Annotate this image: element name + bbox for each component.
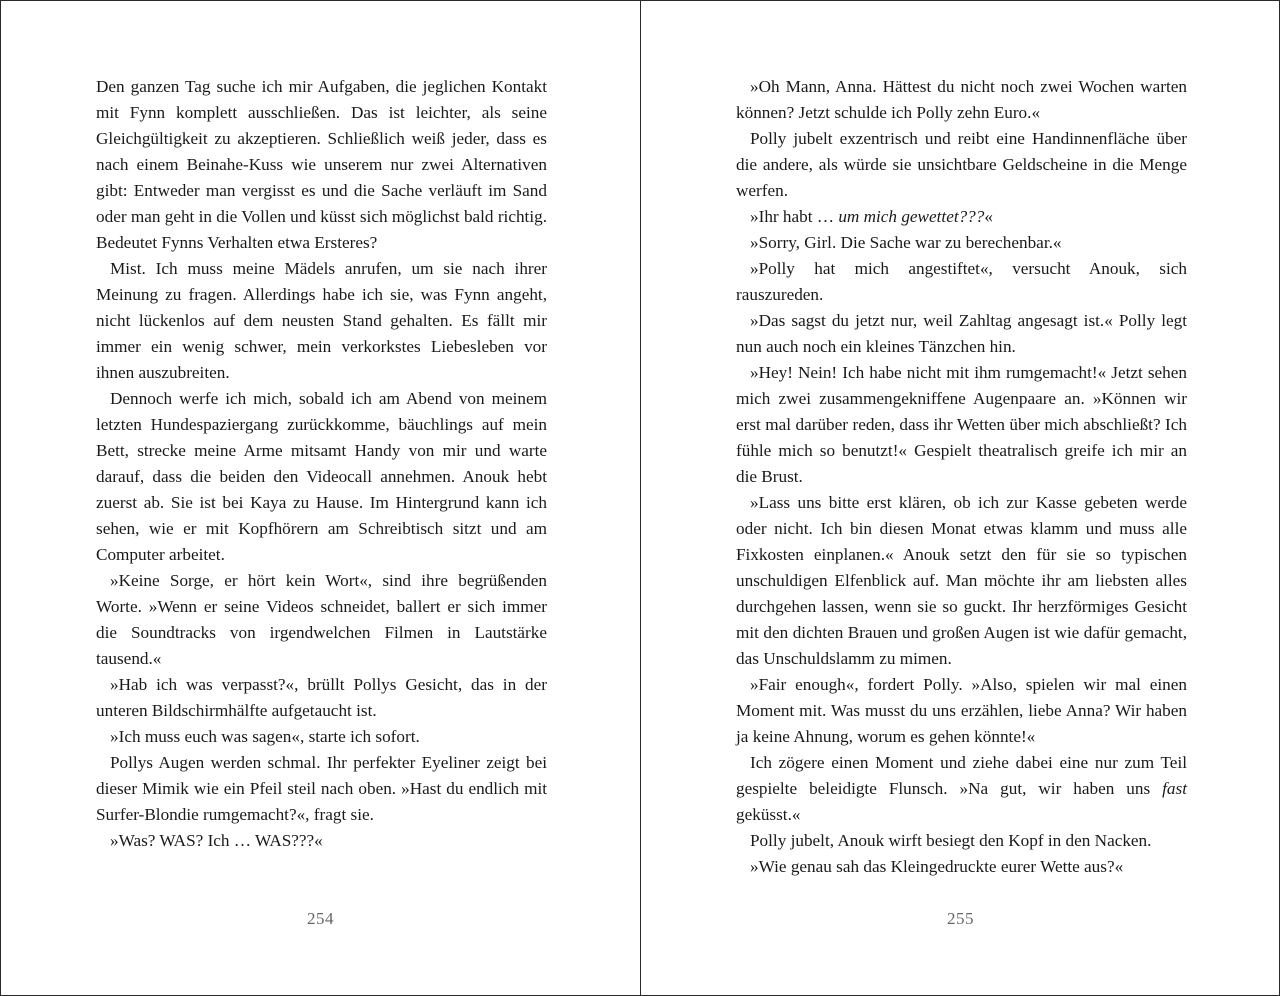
page-number-right: 255	[947, 909, 974, 928]
paragraph: Polly jubelt, Anouk wirft besiegt den Kopf in den Nacken.	[750, 831, 1152, 850]
text-run: geküsst.«	[736, 805, 801, 824]
paragraph: »Ich muss euch was sagen«, starte ich sofort.	[110, 727, 420, 746]
paragraph: »Lass uns bitte erst klären, ob ich zur Kasse gebeten werde oder nicht. Ich bin diesen Monat etwas klamm und muss alle Fixkosten einplanen.« Anouk setzt den für sie so typischen unschuldigen Elfenblick auf. Man möchte ihr am liebsten alles durchgehen lassen, wenn sie so guckt. Ihr herzförmiges Gesicht mit den dichten Brauen und großen Augen ist wie dafür gemacht, das Unschuldslamm zu mimen.	[736, 493, 1187, 668]
paragraph: Den ganzen Tag suche ich mir Aufgaben, die jeglichen Kontakt mit Fynn komplett ausschließen. Das ist leichter, als seine Gleichgültigkeit zu akzeptieren. Schließlich weiß jeder, dass es nach einem Beinahe-Kuss wie unserem nur zwei Alternativen gibt: Entweder man vergisst es und die Sache verläuft im Sand oder man geht in die Vollen und küsst sich möglichst bald richtig. Bedeutet Fynns Verhalten etwa Ersteres?	[96, 77, 547, 252]
paragraph: »Wie genau sah das Kleingedruckte eurer Wette aus?«	[750, 857, 1124, 876]
text-run: Ich zögere einen Moment und ziehe dabei eine nur zum Teil gespielte beleidigte Flunsch. »Na gut, wir haben uns	[736, 753, 1187, 798]
italic-text: um mich gewettet???	[838, 207, 985, 226]
paragraph	[736, 750, 1187, 828]
paragraph: »Das sagst du jetzt nur, weil Zahltag angesagt ist.« Polly legt nun auch noch ein kleines Tänzchen hin.	[736, 311, 1187, 356]
paragraph: »Polly hat mich angestiftet«, versucht Anouk, sich rauszureden.	[736, 259, 1187, 304]
page-number-left: 254	[307, 909, 334, 928]
paragraph	[736, 204, 1187, 230]
paragraph: Polly jubelt exzentrisch und reibt eine Handinnenfläche über die andere, als würde sie unsichtbare Geldscheine in die Menge werfen.	[736, 129, 1187, 200]
text-run: «	[984, 207, 993, 226]
right-page-text	[736, 74, 1187, 880]
paragraph: »Hab ich was verpasst?«, brüllt Pollys Gesicht, das in der unteren Bildschirmhälfte aufgetaucht ist.	[96, 675, 547, 720]
paragraph: »Keine Sorge, er hört kein Wort«, sind ihre begrüßenden Worte. »Wenn er seine Videos schneidet, ballert er sich immer die Soundtracks von irgendwelchen Filmen in Lautstärke tausend.«	[96, 571, 547, 668]
paragraph: »Fair enough«, fordert Polly. »Also, spielen wir mal einen Moment mit. Was musst du uns erzählen, liebe Anna? Wir haben ja keine Ahnung, worum es gehen könnte!«	[736, 675, 1187, 746]
paragraph: »Was? WAS? Ich … WAS???«	[110, 831, 323, 850]
left-page	[1, 1, 640, 995]
paragraph: Pollys Augen werden schmal. Ihr perfekter Eyeliner zeigt bei dieser Mimik wie ein Pfeil steil nach oben. »Hast du endlich mit Surfer-Blondie rumgemacht?«, fragt sie.	[96, 753, 547, 824]
paragraph: Mist. Ich muss meine Mädels anrufen, um sie nach ihrer Meinung zu fragen. Allerdings habe ich sie, was Fynn angeht, nicht lückenlos auf dem neusten Stand gehalten. Es fällt mir immer ein wenig schwer, mein verkorkstes Liebesleben vor ihnen auszubreiten.	[96, 259, 547, 382]
right-page	[641, 1, 1280, 995]
paragraph: Dennoch werfe ich mich, sobald ich am Abend von meinem letzten Hundespaziergang zurückkomme, bäuchlings auf mein Bett, strecke meine Arme mitsamt Handy von mir und warte darauf, dass die beiden den Videocall annehmen. Anouk hebt zuerst ab. Sie ist bei Kaya zu Hause. Im Hintergrund kann ich sehen, wie er mit Kopfhörern am Schreibtisch sitzt und am Computer arbeitet.	[96, 389, 547, 564]
left-page-text	[96, 74, 547, 854]
paragraph: »Sorry, Girl. Die Sache war zu berechenbar.«	[750, 233, 1062, 252]
italic-text: fast	[1162, 779, 1187, 798]
paragraph: »Hey! Nein! Ich habe nicht mit ihm rumgemacht!« Jetzt sehen mich zwei zusammengekniffene Augenpaare an. »Können wir erst mal darüber reden, dass ihr Wetten über mich abschließt? Ich fühle mich so benutzt!« Gespielt theatralisch greife ich mir an die Brust.	[736, 363, 1187, 486]
paragraph: »Oh Mann, Anna. Hättest du nicht noch zwei Wochen warten können? Jetzt schulde ich Polly zehn Euro.«	[736, 77, 1187, 122]
text-run: »Ihr habt …	[750, 207, 839, 226]
